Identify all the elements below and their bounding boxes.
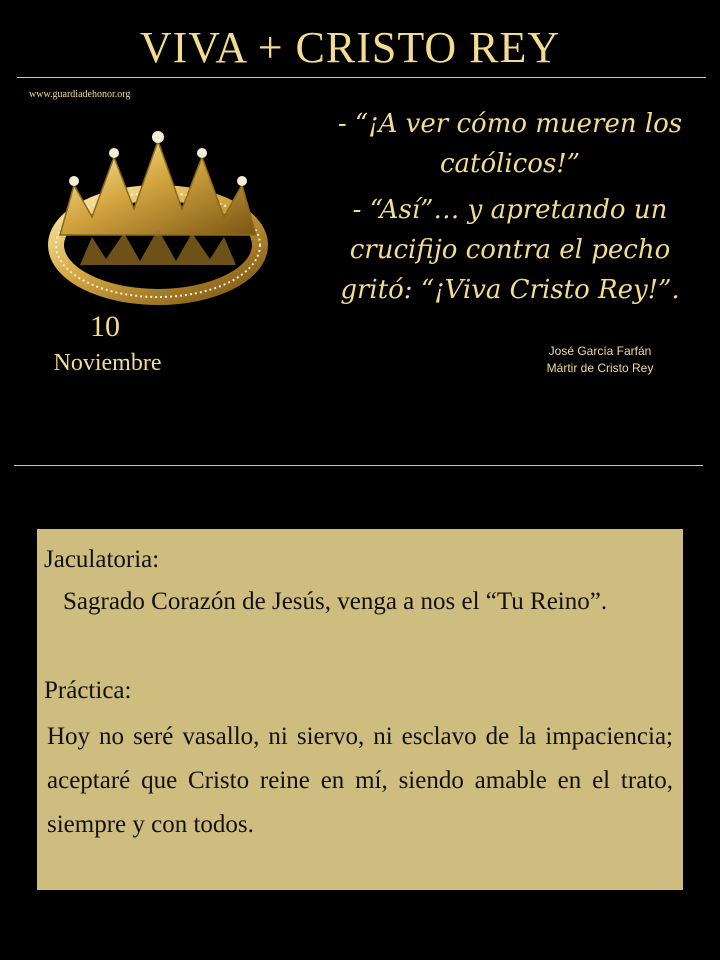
page-title: VIVA + CRISTO REY [139, 23, 561, 72]
martyr-quote [310, 104, 710, 316]
date-month: Noviembre [53, 350, 162, 376]
top-divider [17, 77, 706, 78]
author-title: Mártir de Cristo Rey [546, 361, 654, 375]
jaculatoria-label: Jaculatoria: [44, 546, 160, 573]
practica-text: Hoy no seré vasallo, ni siervo, ni esclavo de la impaciencia; aceptaré que Cristo reine en mí, siendo amable en el trato, siempre y con todos. [47, 723, 673, 838]
crown-ring-icon [40, 115, 280, 315]
date-day: 10 [90, 310, 120, 343]
website-url: www.guardiadehonor.org [29, 89, 131, 100]
practica-label: Práctica: [44, 677, 132, 704]
quote-attribution [520, 343, 680, 377]
devotion-card [37, 529, 683, 890]
middle-divider [14, 465, 703, 466]
quote-line-1: - “¡A ver cómo mueren los católicos!” [337, 109, 683, 179]
jaculatoria-text: Sagrado Corazón de Jesús, venga a nos el “Tu Reino”. [63, 588, 608, 615]
author-name: José García Farfán [548, 344, 652, 358]
quote-line-2: - “Así”… y apretando un crucifijo contra el pecho gritó: “¡Viva Cristo Rey!”. [340, 195, 680, 305]
